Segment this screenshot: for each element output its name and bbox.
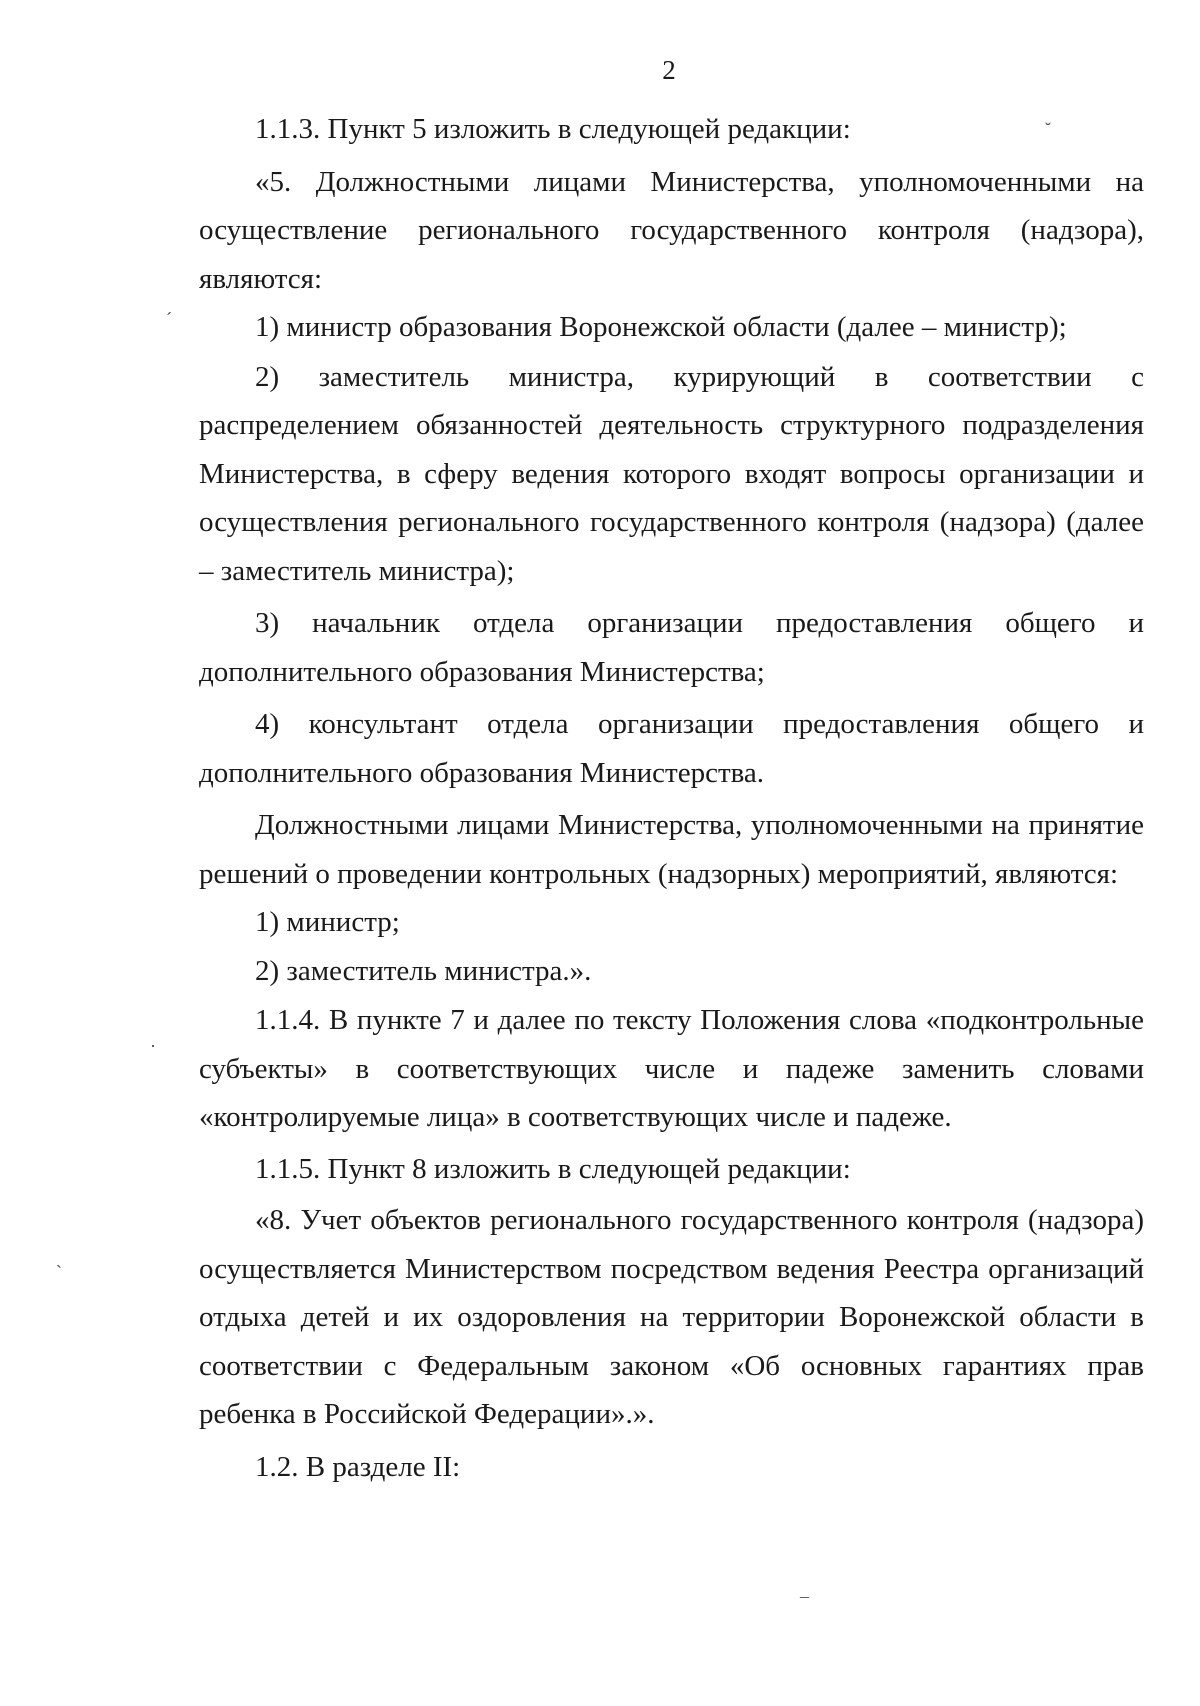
page-number: 2 [662,55,676,85]
scan-speck: · [150,1036,156,1056]
paragraph-1-1-4: 1.1.4. В пункте 7 и далее по тексту Положения слова «подконтрольные субъекты» в соответствующих числе и падеже заменить словами «контролируемые лица» в соответствующих числе и падеже. [199,1004,1144,1133]
paragraph-1-2: 1.2. В разделе II: [255,1450,461,1483]
paragraph-list-item-3: 3) начальник отдела организации предоставления общего и дополнительного образования Министерства; [199,607,1144,688]
paragraph-decision-makers: Должностными лицами Министерства, уполномоченными на принятие решений о проведении контрольных (надзорных) мероприятий, являются: [199,809,1144,890]
paragraph-list-item-4: 4) консультант отдела организации предоставления общего и дополнительного образования Министерства. [199,708,1144,789]
paragraph-list-item-2: 2) заместитель министра, курирующий в соответствии с распределением обязанностей деятельность структурного подразделения Министерства, в сферу ведения которого входят вопросы организации и осуществления регионального государственного контроля (надзора) (далее – заместитель министра); [199,360,1144,587]
scan-speck: ˘ [1045,119,1051,139]
paragraph-item-8: «8. Учет объектов регионального государственного контроля (надзора) осуществляется Министерством посредством ведения Реестра организаций отдыха детей и их оздоровления на территории Воронежской области в соответствии с Федеральным законом «Об основных гарантиях прав ребенка в Российской Федерации».». [199,1204,1144,1430]
document-body [199,105,1144,1491]
paragraph-1-1-5: 1.1.5. Пункт 8 изложить в следующей редакции: [255,1152,851,1185]
paragraph-decision-item-1: 1) министр; [255,906,400,938]
paragraph-decision-item-2: 2) заместитель министра.». [255,954,592,987]
scan-speck: ´ [166,309,172,329]
scan-speck: ¯ [800,1595,809,1615]
paragraph-item-5-intro: «5. Должностными лицами Министерства, уполномоченными на осуществление регионального государственного контроля (надзора), являются: [199,165,1144,295]
paragraph-list-item-1: 1) министр образования Воронежской области (далее – министр); [255,311,1067,343]
paragraph-1-1-3: 1.1.3. Пункт 5 изложить в следующей редакции: [255,113,851,145]
scan-speck: ` [56,1262,62,1282]
